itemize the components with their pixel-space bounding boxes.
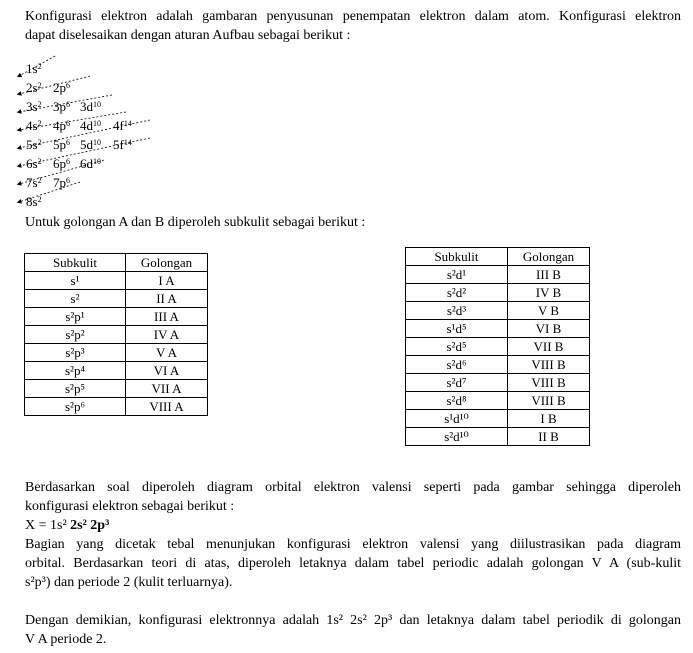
table-cell: III B [508, 266, 590, 284]
aufbau-diagram [0, 0, 693, 220]
table-cell: s¹d¹⁰ [406, 410, 508, 428]
orbital-6s: $6s^2$ [26, 156, 42, 171]
intro-line-1: Konfigurasi elektron adalah gambaran penyusunan penempatan elektron dalam atom. Konfigurasi elektron [25, 9, 681, 24]
table-cell: I B [508, 410, 590, 428]
table-row [25, 380, 208, 398]
table-row [25, 290, 208, 308]
orbital-4s: $4s^2$ [26, 118, 42, 133]
orbital-5f: $5f^{14}$ [113, 137, 132, 152]
table-golongan-a [24, 253, 208, 416]
table-row [406, 410, 590, 428]
table-cell: II B [508, 428, 590, 446]
orbital-5p: $5p^6$ [53, 137, 70, 152]
table-cell: s²d⁶ [406, 356, 508, 374]
orbital-7s: $7s^2$ [26, 175, 42, 190]
table-cell: s² [25, 290, 126, 308]
orbital-4p: $4p^6$ [53, 118, 70, 133]
table-row [25, 326, 208, 344]
table-cell: s²p⁵ [25, 380, 126, 398]
table-cell: VII B [508, 338, 590, 356]
subshell-intro: Untuk golongan A dan B diperoleh subkulit sebagai berikut : [25, 215, 366, 230]
table-row [25, 272, 208, 290]
table-cell: s²d¹ [406, 266, 508, 284]
table-row [406, 392, 590, 410]
table-row [406, 356, 590, 374]
orbital-8s: $8s^2$ [26, 194, 42, 209]
table-row [25, 362, 208, 380]
valence-configuration: 2s² 2p³ [70, 518, 110, 533]
table-cell: s¹d⁵ [406, 320, 508, 338]
table-cell: s²d⁵ [406, 338, 508, 356]
table-cell: s²d² [406, 284, 508, 302]
analysis-line-5: orbital. Berdasarkan teori di atas, diperoleh letaknya dalam tabel periodic adalah golongan V A (sub-kulit [25, 556, 681, 571]
analysis-line-4: Bagian yang dicetak tebal menunjukan konfigurasi elektron valensi yang diilustrasikan pada diagram [25, 537, 681, 552]
conclusion-line-2: V A periode 2. [25, 632, 107, 647]
table-b-header-golongan: Golongan [508, 248, 590, 266]
table-cell: V A [126, 344, 208, 362]
orbital-6p: $6p^6$ [53, 156, 70, 171]
table-row [25, 344, 208, 362]
orbital-5s: $5s^2$ [26, 137, 42, 152]
orbital-3p: $3p^6$ [53, 99, 70, 114]
table-a-header-golongan: Golongan [126, 254, 208, 272]
conclusion-line-1: Dengan demikian, konfigurasi elektronnya adalah 1s² 2s² 2p³ dan letaknya dalam tabel periodik di golongan [25, 613, 681, 628]
table-cell: s¹ [25, 272, 126, 290]
table-row [406, 320, 590, 338]
table-cell: VIII B [508, 356, 590, 374]
orbital-4d: $4d^{10}$ [80, 118, 101, 133]
table-cell: s²p³ [25, 344, 126, 362]
table-cell: VII A [126, 380, 208, 398]
configuration-line [25, 516, 681, 535]
analysis-line-1: Berdasarkan soal diperoleh diagram orbital elektron valensi seperti pada gambar sehingga diperoleh [25, 480, 681, 495]
table-cell: I A [126, 272, 208, 290]
table-cell: IV A [126, 326, 208, 344]
orbital-4f: $4f^{14}$ [113, 118, 132, 133]
orbital-7p: $7p^6$ [53, 175, 70, 190]
table-cell: s²d⁸ [406, 392, 508, 410]
orbital-6d: $6d^{10}$ [80, 156, 101, 171]
orbital-2p: $2p^6$ [53, 80, 70, 95]
intro-line-2: dapat diselesaikan dengan aturan Aufbau sebagai berikut : [25, 28, 351, 43]
table-cell: s²p¹ [25, 308, 126, 326]
table-row [406, 374, 590, 392]
table-b-header-subkulit: Subkulit [406, 248, 508, 266]
table-cell: s²p⁶ [25, 398, 126, 416]
aufbau-arrows [0, 0, 693, 220]
table-cell: III A [126, 308, 208, 326]
table-a-header-subkulit: Subkulit [25, 254, 126, 272]
orbital-3d: $3d^{10}$ [80, 99, 101, 114]
table-row [25, 308, 208, 326]
table-cell: s²d⁷ [406, 374, 508, 392]
table-cell: s²d³ [406, 302, 508, 320]
orbital-3s: $3s^2$ [26, 99, 42, 114]
table-row [406, 302, 590, 320]
table-cell: VI B [508, 320, 590, 338]
orbital-2s: $2s^2$ [26, 80, 42, 95]
analysis-line-6: s²p³) dan periode 2 (kulit terluarnya). [25, 575, 233, 590]
table-row [406, 284, 590, 302]
table-row [25, 398, 208, 416]
table-row [406, 338, 590, 356]
table-cell: s²p² [25, 326, 126, 344]
table-cell: VIII B [508, 374, 590, 392]
table-cell: IV B [508, 284, 590, 302]
analysis-line-2: konfigurasi elektron sebagai berikut : [25, 499, 235, 514]
table-golongan-b [405, 247, 590, 446]
table-cell: s²p⁴ [25, 362, 126, 380]
table-cell: VI A [126, 362, 208, 380]
table-cell: II A [126, 290, 208, 308]
table-cell: VIII B [508, 392, 590, 410]
table-cell: V B [508, 302, 590, 320]
table-row [406, 266, 590, 284]
table-cell: VIII A [126, 398, 208, 416]
configuration-prefix: X = 1s² [25, 518, 71, 533]
orbital-1s: $1s^2$ [26, 61, 42, 76]
orbital-5d: $5d^{10}$ [80, 137, 101, 152]
table-row [406, 428, 590, 446]
table-cell: s²d¹⁰ [406, 428, 508, 446]
